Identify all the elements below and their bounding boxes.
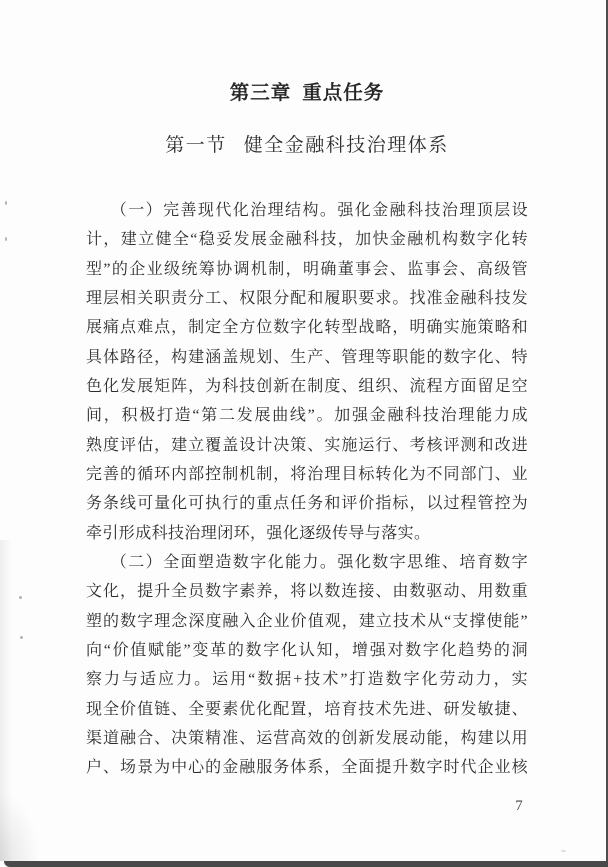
text-line: 务条线可量化可执行的重点任务和评价指标，以过程管控为 [86, 495, 528, 513]
text-line: 文化，提升全员数字素养，将以数连接、由数驱动、用数重 [86, 583, 528, 601]
text-line: 渠道融合、决策精准、运营高效的创新发展动能，构建以用 [86, 730, 528, 748]
text-line: 熟度评估，建立覆盖设计决策、实施运行、考核评测和改进 [86, 436, 528, 454]
text-line: 牵引形成科技治理闭环，强化逐级传导与落实。 [86, 524, 431, 542]
scan-bottom-edge [4, 861, 608, 867]
section-name: 健全金融科技治理体系 [243, 135, 449, 156]
text-line: 色化发展矩阵，为科技创新在制度、组织、流程方面留足空 [86, 378, 528, 396]
text-line: 型”的企业级统筹协调机制，明确董事会、监事会、高级管 [86, 260, 528, 278]
paragraph-2 [86, 548, 528, 783]
paragraph-1 [86, 196, 528, 548]
text-line: 现全价值链、全要素优化配置，培育技术先进、研发敏捷、 [86, 700, 528, 718]
text-line: 间，积极打造“第二发展曲线”。加强金融科技治理能力成 [86, 407, 528, 425]
text-line: 具体路径，构建涵盖规划、生产、管理等职能的数字化、特 [86, 348, 528, 366]
scan-speck [561, 850, 566, 852]
text-line: 塑的数字理念深度融入企业价值观，建立技术从“支撑使能” [86, 612, 528, 630]
scan-speck [19, 596, 22, 599]
scan-speck [5, 201, 7, 205]
text-line: 计，建立健全“稳妥发展金融科技，加快金融机构数字化转 [86, 231, 528, 249]
page-number: 7 [515, 798, 523, 814]
chapter-name: 重点任务 [302, 82, 385, 104]
scan-speck [20, 636, 23, 639]
text-line: 户、场景为中心的金融服务体系，全面提升数字时代企业核 [86, 759, 528, 777]
text-line: 展痛点难点，制定全方位数字化转型战略，明确实施策略和 [86, 319, 528, 337]
scan-corner-shadow [0, 791, 40, 861]
section-label: 第一节 [165, 135, 227, 156]
text-line: 察力与适应力。运用“数据+技术”打造数字化劳动力，实 [86, 671, 528, 689]
chapter-label: 第三章 [229, 82, 292, 104]
chapter-title [86, 78, 528, 108]
text-line: 向“价值赋能”变革的数字化认知，增强对数字化趋势的洞 [86, 642, 528, 660]
text-line: 完善的循环内部控制机制，将治理目标转化为不同部门、业 [86, 466, 528, 484]
scan-speck [5, 237, 7, 241]
text-line: （二）全面塑造数字化能力。强化数字思维、培育数字 [110, 554, 528, 571]
section-title [86, 131, 528, 161]
text-line: （一）完善现代化治理结构。强化金融科技治理顶层设 [110, 202, 528, 219]
text-line: 理层相关职责分工、权限分配和履职要求。找准金融科技发 [86, 290, 528, 308]
